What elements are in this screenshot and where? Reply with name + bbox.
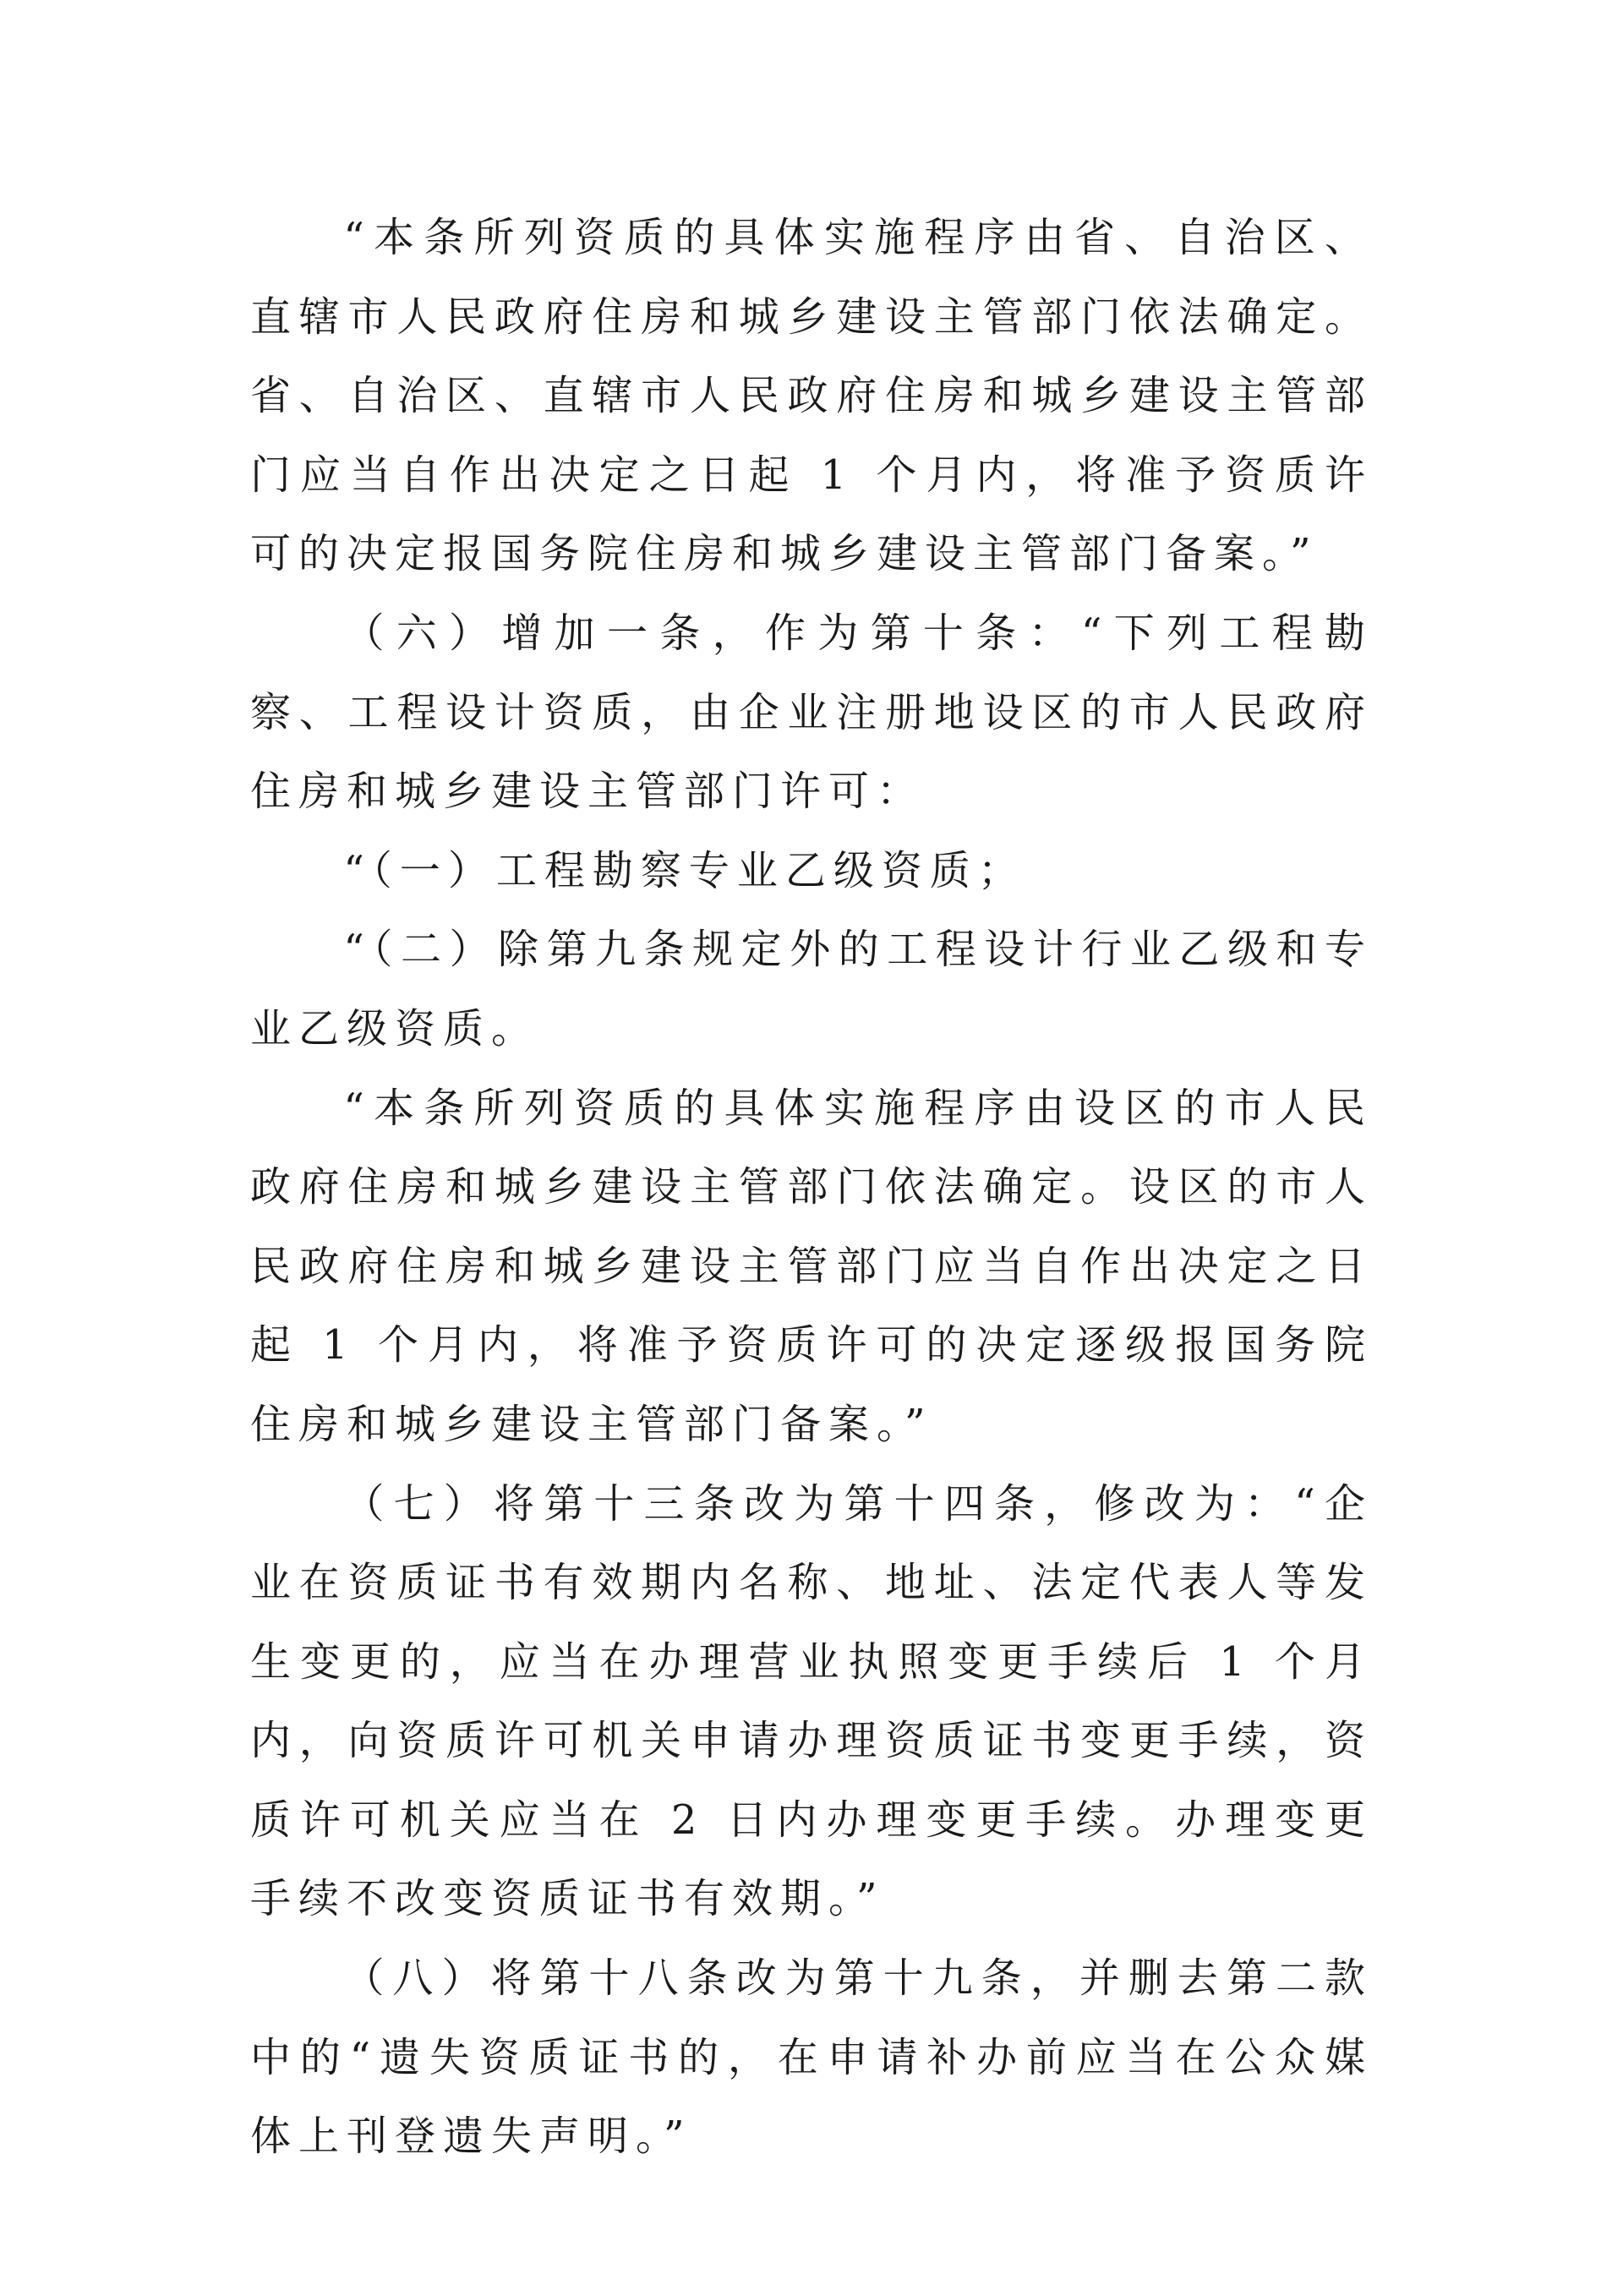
paragraph-3: “（一）工程勘察专业乙级资质； (343, 846, 1026, 894)
paragraph-5: “本条所列资质的具体实施程序由设区的市人民政府住房和城乡建设主管部门依法确定。设区的市人民政府住房和城乡建设主管部门应当自作出决定之日起 1 个月内，将准予资质许可的决定逐级报国务院住房和城乡建设主管部门备案。” (250, 1084, 1373, 1448)
paragraph-6: （七）将第十三条改为第十四条，修改为：“企业在资质证书有效期内名称、地址、法定代表人等发生变更的，应当在办理营业执照变更手续后 1 个月内，向资质许可机关申请办理资质证书变更手续，资质许可机关应当在 2 日内办理变更手续。办理变更手续不改变资质证书有效期。” (250, 1479, 1373, 1923)
paragraph-4: “（二）除第九条规定外的工程设计行业乙级和专业乙级资质。 (250, 926, 1373, 1052)
paragraph-7: （八）将第十八条改为第十九条，并删去第二款中的“遗失资质证书的，在申请补办前应当在公众媒体上刊登遗失声明。” (250, 1954, 1373, 2161)
paragraph-1: “本条所列资质的具体实施程序由省、自治区、直辖市人民政府住房和城乡建设主管部门依法确定。省、自治区、直辖市人民政府住房和城乡建设主管部门应当自作出决定之日起 1 个月内，将准予资质许可的决定报国务院住房和城乡建设主管部门备案。” (250, 214, 1373, 578)
document-body (250, 199, 1373, 2177)
paragraph-2: （六）增加一条，作为第十条：“下列工程勘察、工程设计资质，由企业注册地设区的市人民政府住房和城乡建设主管部门许可： (250, 609, 1373, 816)
